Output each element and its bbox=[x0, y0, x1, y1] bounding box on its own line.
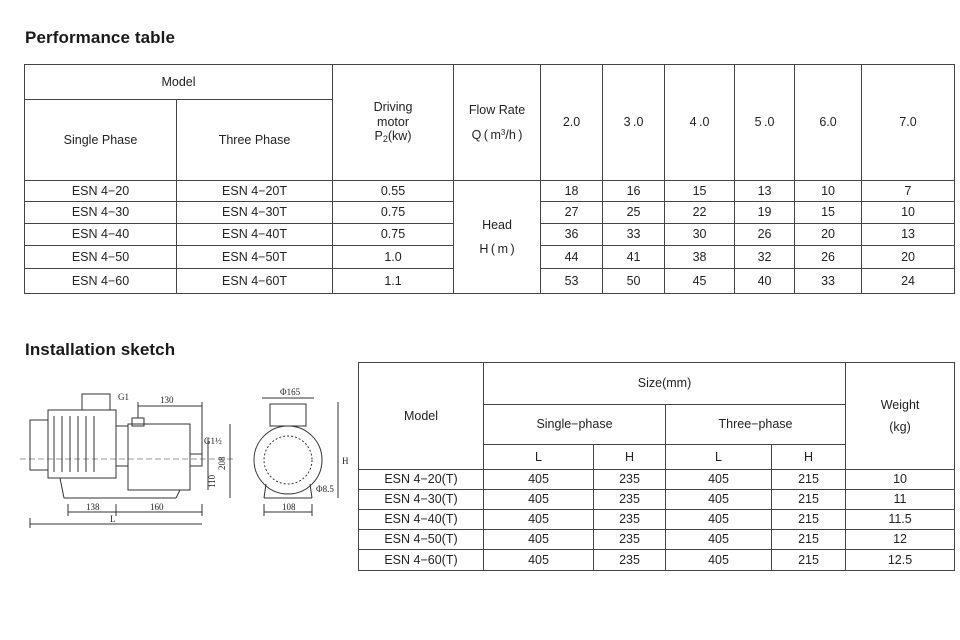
hdr-q-unit: Q ( $m^3/h$ ) bbox=[471, 127, 523, 142]
head-value: 26 bbox=[795, 246, 862, 269]
hdr-size: Size(mm) bbox=[484, 363, 846, 405]
motor-power: 1.1 bbox=[333, 269, 454, 294]
pump-body bbox=[128, 424, 190, 490]
head-value: 13 bbox=[735, 181, 795, 202]
single-l: 405 bbox=[484, 490, 594, 510]
single-h: 235 bbox=[594, 490, 666, 510]
hdr-install-model: Model bbox=[359, 363, 484, 470]
dim-160: 160 bbox=[150, 502, 164, 512]
install-model: ESN 4−60(T) bbox=[359, 550, 484, 571]
head-value: 18 bbox=[541, 181, 603, 202]
head-value: 20 bbox=[795, 224, 862, 246]
head-value: 33 bbox=[795, 269, 862, 294]
install-model: ESN 4−20(T) bbox=[359, 470, 484, 490]
model-single: ESN 4−50 bbox=[25, 246, 177, 269]
dim-g1: G1 bbox=[118, 392, 129, 402]
three-h: 215 bbox=[772, 550, 846, 571]
dim-130: 130 bbox=[160, 395, 174, 405]
head-value: 25 bbox=[603, 202, 665, 224]
head-label: Head bbox=[482, 217, 512, 232]
model-single: ESN 4−20 bbox=[25, 181, 177, 202]
model-three: ESN 4−30T bbox=[177, 202, 333, 224]
hdr-driving: Driving bbox=[373, 100, 413, 115]
install-model: ESN 4−30(T) bbox=[359, 490, 484, 510]
single-h: 235 bbox=[594, 550, 666, 571]
three-l: 405 bbox=[666, 530, 772, 550]
front-terminal-box bbox=[270, 404, 306, 426]
head-value: 15 bbox=[665, 181, 735, 202]
motor-body bbox=[48, 410, 116, 478]
hdr-three-phase: Three Phase bbox=[177, 100, 333, 181]
single-h: 235 bbox=[594, 470, 666, 490]
hdr-single-phase: Single Phase bbox=[25, 100, 177, 181]
model-three: ESN 4−50T bbox=[177, 246, 333, 269]
dim-H: H bbox=[342, 456, 349, 466]
motor-end-cap bbox=[30, 420, 48, 470]
weight: 10 bbox=[846, 470, 955, 490]
dim-208: 208 bbox=[217, 456, 227, 470]
hdr-install-three: Three−phase bbox=[666, 405, 846, 445]
install-model: ESN 4−50(T) bbox=[359, 530, 484, 550]
performance-table bbox=[24, 64, 955, 294]
motor-power: 1.0 bbox=[333, 246, 454, 269]
flow-col-5: 7.0 bbox=[862, 65, 955, 181]
three-l: 405 bbox=[666, 470, 772, 490]
model-three: ESN 4−20T bbox=[177, 181, 333, 202]
terminal-box bbox=[82, 394, 110, 410]
flow-col-2: 4 .0 bbox=[665, 65, 735, 181]
table-row bbox=[359, 490, 955, 510]
dim-d85: Φ8.5 bbox=[316, 484, 334, 494]
three-h: 215 bbox=[772, 490, 846, 510]
head-value: 10 bbox=[795, 181, 862, 202]
dim-138: 138 bbox=[86, 502, 100, 512]
model-single: ESN 4−40 bbox=[25, 224, 177, 246]
hdr-single-h: H bbox=[594, 445, 666, 470]
hdr-flow-rate bbox=[454, 65, 541, 181]
hdr-install-single: Single−phase bbox=[484, 405, 666, 445]
pump-sketch bbox=[20, 380, 350, 530]
motor-power: 0.55 bbox=[333, 181, 454, 202]
flow-col-1: 3 .0 bbox=[603, 65, 665, 181]
three-h: 215 bbox=[772, 530, 846, 550]
table-row bbox=[359, 530, 955, 550]
three-l: 405 bbox=[666, 490, 772, 510]
head-value: 26 bbox=[735, 224, 795, 246]
hdr-three-l: L bbox=[666, 445, 772, 470]
hdr-single-l: L bbox=[484, 445, 594, 470]
motor-power: 0.75 bbox=[333, 202, 454, 224]
head-value: 41 bbox=[603, 246, 665, 269]
motor-power: 0.75 bbox=[333, 224, 454, 246]
hdr-weight-unit: (kg) bbox=[889, 420, 911, 434]
single-h: 235 bbox=[594, 530, 666, 550]
head-value: 10 bbox=[862, 202, 955, 224]
three-h: 215 bbox=[772, 510, 846, 530]
dim-108: 108 bbox=[282, 502, 296, 512]
performance-title: Performance table bbox=[25, 28, 176, 47]
head-value: 36 bbox=[541, 224, 603, 246]
weight: 12.5 bbox=[846, 550, 955, 571]
table-row bbox=[25, 181, 955, 202]
inlet-g1 bbox=[132, 418, 144, 426]
single-l: 405 bbox=[484, 530, 594, 550]
head-value: 33 bbox=[603, 224, 665, 246]
head-value: 45 bbox=[665, 269, 735, 294]
head-value: 13 bbox=[862, 224, 955, 246]
installation-title: Installation sketch bbox=[25, 340, 176, 359]
hdr-three-h: H bbox=[772, 445, 846, 470]
hdr-weight: Weight bbox=[880, 397, 920, 412]
hdr-motor: motor bbox=[377, 114, 409, 129]
head-value: 53 bbox=[541, 269, 603, 294]
hdr-flow: Flow Rate bbox=[468, 103, 526, 118]
coupling bbox=[116, 426, 128, 466]
model-three: ESN 4−60T bbox=[177, 269, 333, 294]
weight: 11 bbox=[846, 490, 955, 510]
install-model: ESN 4−40(T) bbox=[359, 510, 484, 530]
hdr-driving-motor bbox=[333, 65, 454, 181]
dim-g1half: G1½ bbox=[204, 436, 222, 446]
table-row bbox=[359, 510, 955, 530]
head-unit: H ( m ) bbox=[479, 242, 515, 256]
head-value: 22 bbox=[665, 202, 735, 224]
hdr-power: $P_2(kw)$ bbox=[374, 129, 412, 145]
outlet-port bbox=[190, 454, 202, 466]
head-value: 44 bbox=[541, 246, 603, 269]
model-single: ESN 4−30 bbox=[25, 202, 177, 224]
three-h: 215 bbox=[772, 470, 846, 490]
head-value: 7 bbox=[862, 181, 955, 202]
head-value: 19 bbox=[735, 202, 795, 224]
single-l: 405 bbox=[484, 510, 594, 530]
table-row bbox=[359, 550, 955, 571]
single-l: 405 bbox=[484, 470, 594, 490]
head-value: 24 bbox=[862, 269, 955, 294]
head-value: 40 bbox=[735, 269, 795, 294]
model-single: ESN 4−60 bbox=[25, 269, 177, 294]
head-value: 32 bbox=[735, 246, 795, 269]
model-three: ESN 4−40T bbox=[177, 224, 333, 246]
flow-col-0: 2.0 bbox=[541, 65, 603, 181]
installation-table bbox=[358, 362, 955, 571]
single-l: 405 bbox=[484, 550, 594, 571]
head-value: 15 bbox=[795, 202, 862, 224]
dim-d165: Φ165 bbox=[280, 387, 301, 397]
hdr-weight-cell bbox=[846, 363, 955, 470]
single-h: 235 bbox=[594, 510, 666, 530]
flow-col-4: 6.0 bbox=[795, 65, 862, 181]
weight: 11.5 bbox=[846, 510, 955, 530]
head-value: 20 bbox=[862, 246, 955, 269]
head-value: 27 bbox=[541, 202, 603, 224]
head-value: 38 bbox=[665, 246, 735, 269]
weight: 12 bbox=[846, 530, 955, 550]
head-value: 16 bbox=[603, 181, 665, 202]
head-value: 30 bbox=[665, 224, 735, 246]
head-value: 50 bbox=[603, 269, 665, 294]
dim-110: 110 bbox=[207, 474, 217, 488]
head-label-cell bbox=[454, 181, 541, 294]
flow-col-3: 5 .0 bbox=[735, 65, 795, 181]
three-l: 405 bbox=[666, 510, 772, 530]
three-l: 405 bbox=[666, 550, 772, 571]
hdr-model: Model bbox=[25, 65, 333, 100]
dim-L: L bbox=[110, 514, 116, 524]
table-row bbox=[359, 470, 955, 490]
